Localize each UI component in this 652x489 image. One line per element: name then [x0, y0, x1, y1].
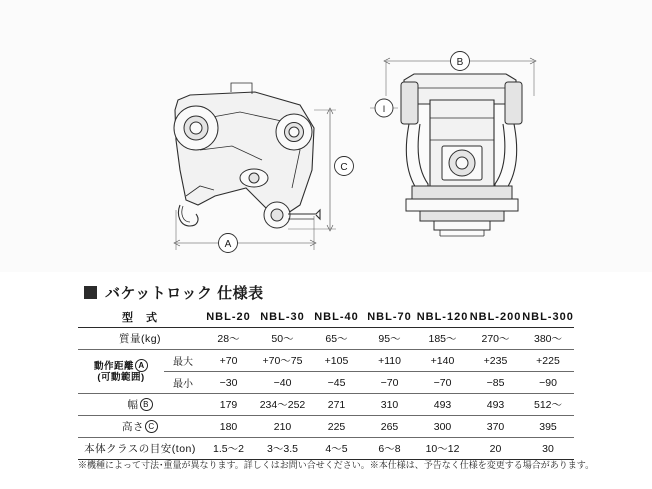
cell-strokemax-nbl20: +70: [202, 350, 255, 372]
row-label-width: [78, 394, 202, 416]
section-title: バケットロック 仕様表: [105, 285, 264, 302]
table-row-width: [78, 394, 574, 416]
table-row-stroke-max: [78, 350, 574, 372]
section-heading: [84, 282, 264, 303]
cell-strokemax-nbl40: +105: [310, 350, 363, 372]
header-cell-nbl20: NBL-20: [202, 306, 255, 328]
cell-mass-nbl30: 50〜: [255, 328, 310, 350]
cell-class-nbl120: 10〜12: [416, 438, 469, 460]
header-cell-nbl40: NBL-40: [310, 306, 363, 328]
cell-height-nbl200: 370: [469, 416, 522, 438]
cell-strokemax-nbl300: +225: [522, 350, 574, 372]
cell-strokemin-nbl30: −40: [255, 372, 310, 394]
row-label-class: 本体クラスの目安(ton): [78, 438, 202, 460]
cell-width-nbl30: 234〜252: [255, 394, 310, 416]
row-label-stroke-line1: 動作距離: [93, 361, 134, 373]
cell-strokemax-nbl70: +110: [363, 350, 416, 372]
cell-height-nbl120: 300: [416, 416, 469, 438]
dim-label-aux: I: [382, 104, 386, 114]
cell-mass-nbl300: 380〜: [522, 328, 574, 350]
row-label-mass: 質量(kg): [78, 328, 202, 350]
cell-height-nbl20: 180: [202, 416, 255, 438]
cell-class-nbl200: 20: [469, 438, 522, 460]
spec-table: [78, 306, 574, 460]
table-row-mass: [78, 328, 574, 350]
spec-table-wrapper: [78, 306, 574, 460]
dim-label-b: B: [456, 57, 464, 68]
dim-mark-b: B: [140, 398, 153, 411]
header-cell-nbl30: NBL-30: [255, 306, 310, 328]
cell-strokemin-nbl200: −85: [469, 372, 522, 394]
cell-strokemin-nbl20: −30: [202, 372, 255, 394]
cell-height-nbl30: 210: [255, 416, 310, 438]
cell-strokemin-nbl300: −90: [522, 372, 574, 394]
dim-mark-c: C: [145, 420, 158, 433]
cell-mass-nbl200: 270〜: [469, 328, 522, 350]
cell-height-nbl40: 225: [310, 416, 363, 438]
cell-mass-nbl40: 65〜: [310, 328, 363, 350]
row-sub-label-min: 最小: [164, 372, 202, 394]
cell-strokemin-nbl120: −70: [416, 372, 469, 394]
cell-width-nbl200: 493: [469, 394, 522, 416]
header-cell-nbl300: NBL-300: [522, 306, 574, 328]
square-bullet-icon: [84, 286, 97, 299]
cell-mass-nbl70: 95〜: [363, 328, 416, 350]
cell-strokemax-nbl120: +140: [416, 350, 469, 372]
drawing-side-view: [174, 83, 354, 253]
dim-label-c: C: [340, 162, 348, 173]
cell-strokemax-nbl30: +70〜75: [255, 350, 310, 372]
cell-class-nbl40: 4〜5: [310, 438, 363, 460]
cell-width-nbl70: 310: [363, 394, 416, 416]
row-label-height-text: 高さ: [122, 421, 144, 433]
cell-width-nbl20: 179: [202, 394, 255, 416]
table-row-class: [78, 438, 574, 460]
row-label-stroke: [78, 350, 164, 394]
row-sub-label-max: 最大: [164, 350, 202, 372]
table-row-height: [78, 416, 574, 438]
cell-height-nbl300: 395: [522, 416, 574, 438]
cell-width-nbl120: 493: [416, 394, 469, 416]
header-cell-model: 型 式: [78, 306, 202, 328]
cell-mass-nbl20: 28〜: [202, 328, 255, 350]
header-cell-nbl200: NBL-200: [469, 306, 522, 328]
cell-strokemin-nbl40: −45: [310, 372, 363, 394]
row-label-stroke-line2: (可動範囲): [97, 372, 145, 383]
dim-mark-a: A: [135, 359, 148, 372]
header-cell-nbl120: NBL-120: [416, 306, 469, 328]
drawing-front-view: [370, 52, 536, 237]
cell-height-nbl70: 265: [363, 416, 416, 438]
cell-strokemax-nbl200: +235: [469, 350, 522, 372]
row-label-width-text: 幅: [127, 399, 139, 411]
row-label-height: [78, 416, 202, 438]
cell-width-nbl300: 512〜: [522, 394, 574, 416]
cell-class-nbl300: 30: [522, 438, 574, 460]
header-cell-nbl70: NBL-70: [363, 306, 416, 328]
cell-mass-nbl120: 185〜: [416, 328, 469, 350]
cell-strokemin-nbl70: −70: [363, 372, 416, 394]
cell-class-nbl70: 6〜8: [363, 438, 416, 460]
cell-class-nbl30: 3〜3.5: [255, 438, 310, 460]
footnote-text: ※機種によって寸法･重量が異なります。詳しくはお問い合せください。※本仕様は、予告なく仕様を変更する場合があります。: [78, 460, 595, 470]
cell-class-nbl20: 1.5〜2: [202, 438, 255, 460]
dim-label-a: A: [224, 239, 232, 250]
cell-width-nbl40: 271: [310, 394, 363, 416]
table-header-row: [78, 306, 574, 328]
